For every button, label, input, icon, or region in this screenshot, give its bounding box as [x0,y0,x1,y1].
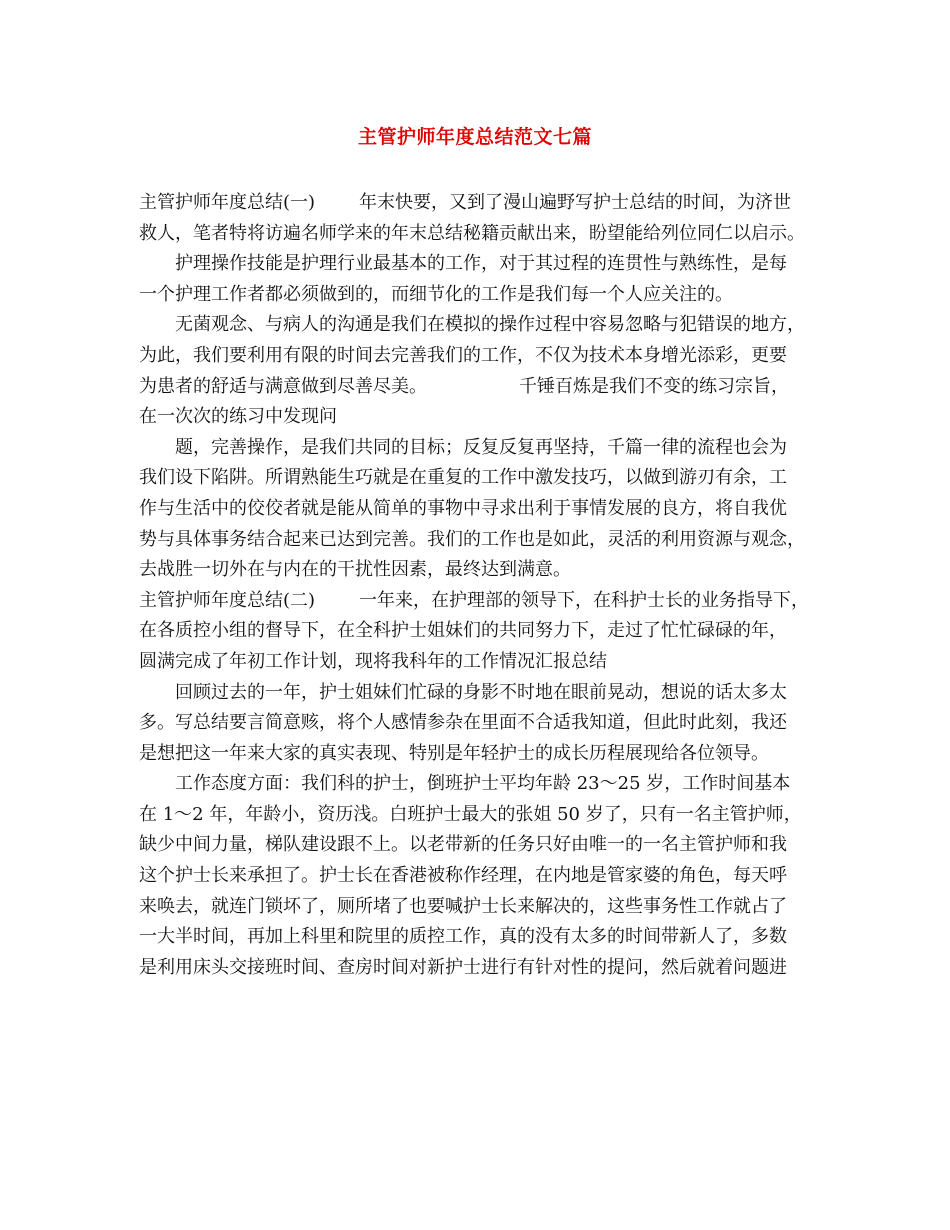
text-line: 一大半时间，再加上科里和院里的质控工作，真的没有太多的时间带新人了，多数 [139,926,787,948]
text-line: 主管护师年度总结(一) 年末快要，又到了漫山遍野写护士总结的时间，为济世 [139,192,792,213]
text-line: 护理操作技能是护理行业最基本的工作，对于其过程的连贯性与熟练性，是每 [175,253,787,275]
text-line: 多。写总结要言简意赅，将个人感情参杂在里面不合适我知道，但此时此刻，我还 [139,712,787,734]
text-line: 是想把这一年来大家的真实表现、特别是年轻护士的成长历程展现给各位领导。 [139,742,769,764]
text-line: 在 1～2 年，年龄小，资历浅。白班护士最大的张姐 50 岁了，只有一名主管护师， [139,803,802,825]
text-line: 主管护师年度总结(二) 一年来，在护理部的领导下，在科护士长的业务指导下， [139,589,810,611]
text-line: 救人，笔者特将访遍名师学来的年末总结秘籍贡献出来，盼望能给列位同仁以启示。 [139,222,805,244]
text-line: 圆满完成了年初工作计划，现将我科年的工作情况汇报总结 [139,650,607,672]
text-line: 是利用床头交接班时间、查房时间对新护士进行有针对性的提问，然后就着问题进 [139,956,787,978]
section-heading-2: 主管护师年度总结(二) [139,589,316,611]
document-body [139,188,829,983]
text-line: 为患者的舒适与满意做到尽善尽美。 千锤百炼是我们不变的练习宗旨， [139,375,789,397]
text-line: 缺少中间力量，梯队建设跟不上。以老带新的任务只好由唯一的一名主管护师和我 [139,834,787,856]
text-line: 题，完善操作，是我们共同的目标；反复反复再坚持，千篇一律的流程也会为 [175,436,787,458]
text-line: 作与生活中的佼佼者就是能从简单的事物中寻求出利于事情发展的良方，将自我优 [139,497,787,519]
document-title: 主管护师年度总结范文七篇 [357,126,592,148]
text-line: 工作态度方面：我们科的护士，倒班护士平均年龄 23～25 岁，工作时间基本 [175,773,791,795]
text-line: 这个护士长来承担了。护士长在香港被称作经理，在内地是管家婆的角色，每天呼 [139,865,787,887]
text-line: 一个护理工作者都必须做到的，而细节化的工作是我们每一个人应关注的。 [139,283,733,305]
text-line: 在一次次的练习中发现问 [139,406,337,428]
section-heading-1: 主管护师年度总结(一) [139,192,316,213]
text-line: 我们设下陷阱。所谓熟能生巧就是在重复的工作中激发技巧，以做到游刃有余，工 [139,467,787,489]
text-line: 去战胜一切外在与内在的干扰性因素，最终达到满意。 [139,559,571,581]
text-line: 在各质控小组的督导下，在全科护士姐妹们的共同努力下，走过了忙忙碌碌的年， [139,620,787,642]
text-line: 为此，我们要利用有限的时间去完善我们的工作，不仅为技术本身增光添彩，更要 [139,344,787,366]
text-line: 势与具体事务结合起来已达到完善。我们的工作也是如此，灵活的利用资源与观念， [139,528,805,550]
text-line: 来唤去，就连门锁坏了，厕所堵了也要喊护士长来解决的，这些事务性工作就占了 [139,895,787,917]
text-line: 回顾过去的一年，护士姐妹们忙碌的身影不时地在眼前晃动，想说的话太多太 [175,681,787,703]
text-line: 无菌观念、与病人的沟通是我们在模拟的操作过程中容易忽略与犯错误的地方， [175,314,805,336]
